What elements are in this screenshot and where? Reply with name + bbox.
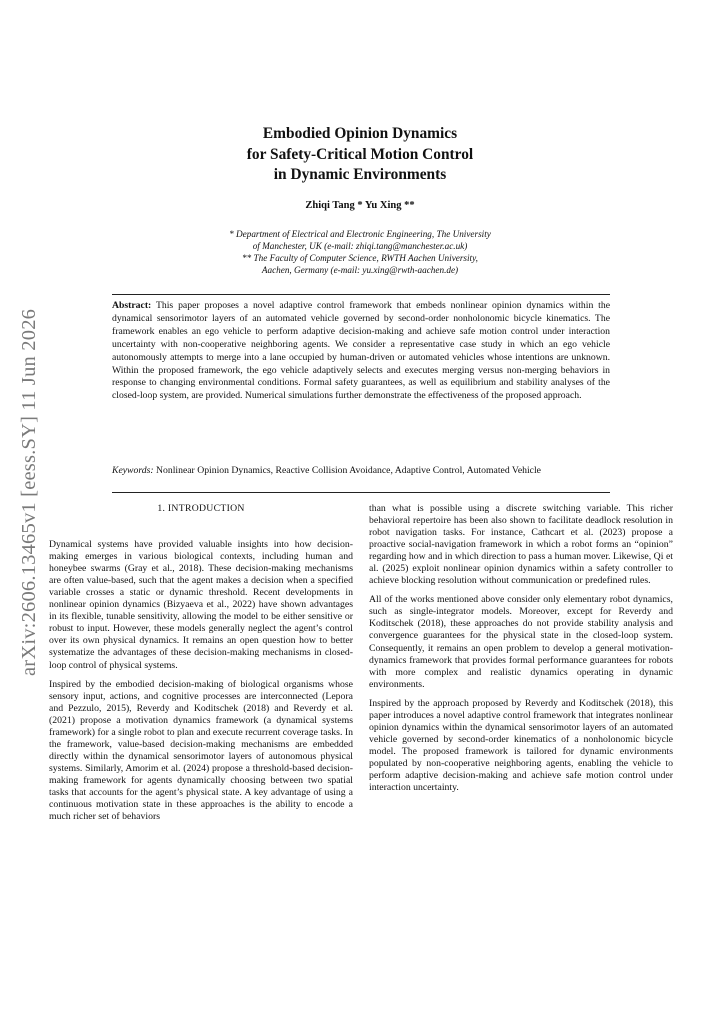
right-column [369, 503, 673, 801]
section-heading: 1. INTRODUCTION [157, 503, 245, 514]
affiliation-line: of Manchester, UK (e-mail: zhiqi.tang@manchester.ac.uk) [252, 241, 468, 251]
arxiv-identifier: arXiv:2606.13465v1 [eess.SY] 11 Jun 2026 [18, 308, 40, 676]
paragraph: than what is possible using a discrete switching variable. This richer behavioral repertoire has been also shown to facilitate deadlock resolution in robot navigation tasks. For instance, Cathcart et al. (2023) propose a proactive social-navigation framework in which a robot forms an “opinion” regarding how and in which direction to pass a human mover. Likewise, Qi et al. (2025) exploit nonlinear opinion dynamics within a safety controller to achieve blocking resolution without communication or predefined rules. [369, 503, 673, 587]
author-list: Zhiqi Tang * Yu Xing ** [305, 200, 415, 211]
affiliation-line: Aachen, Germany (e-mail: yu.xing@rwth-aachen.de) [261, 265, 459, 275]
paragraph: Dynamical systems have provided valuable insights into how decision-making emerges in various biological contexts, including human and honeybee swarms (Gray et al., 2018). These decision-making mechanisms are often value-based, such that the agent makes a decision when a specified variable crosses a static or dynamic threshold. Recent developments in nonlinear opinion dynamics (Bizyaeva et al., 2022) have shown advantages in its flexible, tunable sensitivity, allowing the model to be either sensitive or robust to input. However, these models generally neglect the agent’s control over its own physical dynamics. It remains an open question how to better systematize the advantages of these decision-making mechanisms in closed-loop control of physical systems. [49, 539, 353, 671]
paragraph: Inspired by the embodied decision-making of biological organisms whose sensory input, actions, and cognitive processes are interconnected (Lepora and Pezzulo, 2015), Reverdy and Koditschek (2018) and Reverdy et al. (2021) propose a motivation dynamics framework (a dynamical systems framework) for a single robot to plan and execute recurrent coverage tasks. In the framework, value-based decision-making mechanisms are embedded directly within the dynamical sensorimotor layers of autonomous physical systems. Similarly, Amorim et al. (2024) propose a threshold-based decision-making framework for agents dynamically choosing between two spatial tasks that accounts for the agent’s physical state. A key advantage of using a continuous motivation state in these approaches is the ability to encode a much richer set of behaviors [49, 678, 353, 823]
abstract [112, 300, 610, 403]
affiliation-line: * Department of Electrical and Electronic Engineering, The University [229, 229, 491, 239]
paragraph: Inspired by the approach proposed by Reverdy and Koditschek (2018), this paper introduces a novel adaptive control framework that integrates nonlinear opinion dynamics within the dynamical sensorimotor layers of an automated vehicle governed by second-order kinematics of a nonholonomic bicycle model. The proposed framework is tailored for dynamic environments populated by non-cooperative neighboring agents, enabling the vehicle to perform adaptive decision-making and achieve safe motion control under interaction uncertainty. [369, 697, 673, 794]
paragraph: All of the works mentioned above consider only elementary robot dynamics, such as single-integrator models. Moreover, except for Reverdy and Koditschek (2018), these approaches do not provide stability analysis and convergence guarantees for the physical state in the closed-loop system. Consequently, it remains an open problem to develop a general motivation-dynamics framework that provides formal performance guarantees for robots with more complex and realistic dynamics operating in dynamic environments. [369, 594, 673, 690]
abstract-bottom-rule [112, 492, 610, 493]
paper-title [150, 124, 570, 186]
keywords-text: Nonlinear Opinion Dynamics, Reactive Collision Avoidance, Adaptive Control, Automated Vehicle [156, 465, 541, 476]
left-column [49, 503, 353, 830]
affiliations [140, 228, 580, 276]
keywords [112, 465, 610, 478]
affiliation-line: ** The Faculty of Computer Science, RWTH Aachen University, [242, 253, 478, 263]
abstract-text: This paper proposes a novel adaptive control framework that embeds nonlinear opinion dynamics within the dynamical sensorimotor layers of an automated vehicle governed by second-order nonholonomic bicycle kinematics. The framework enables an ego vehicle to perform adaptive decision-making and achieve safe motion control under interaction uncertainty with non-cooperative neighboring agents. We consider a representative case study in which an ego vehicle autonomously attempts to merge into a lane occupied by human-driven or automated vehicles whose intentions are unknown. Within the proposed framework, the ego vehicle adaptively selects and executes merging versus non-merging behaviors in response to changing environmental conditions. Formal safety guarantees, as well as equilibrium and stability analyses of the closed-loop system, are provided. Numerical simulations further demonstrate the effectiveness of the proposed approach. [112, 300, 610, 402]
abstract-label: Abstract: [112, 300, 152, 311]
abstract-top-rule [112, 294, 610, 295]
keywords-label: Keywords: [112, 465, 154, 476]
title-line: Embodied Opinion Dynamics [262, 125, 458, 142]
title-line: for Safety-Critical Motion Control [246, 145, 474, 163]
title-line: in Dynamic Environments [273, 166, 447, 183]
